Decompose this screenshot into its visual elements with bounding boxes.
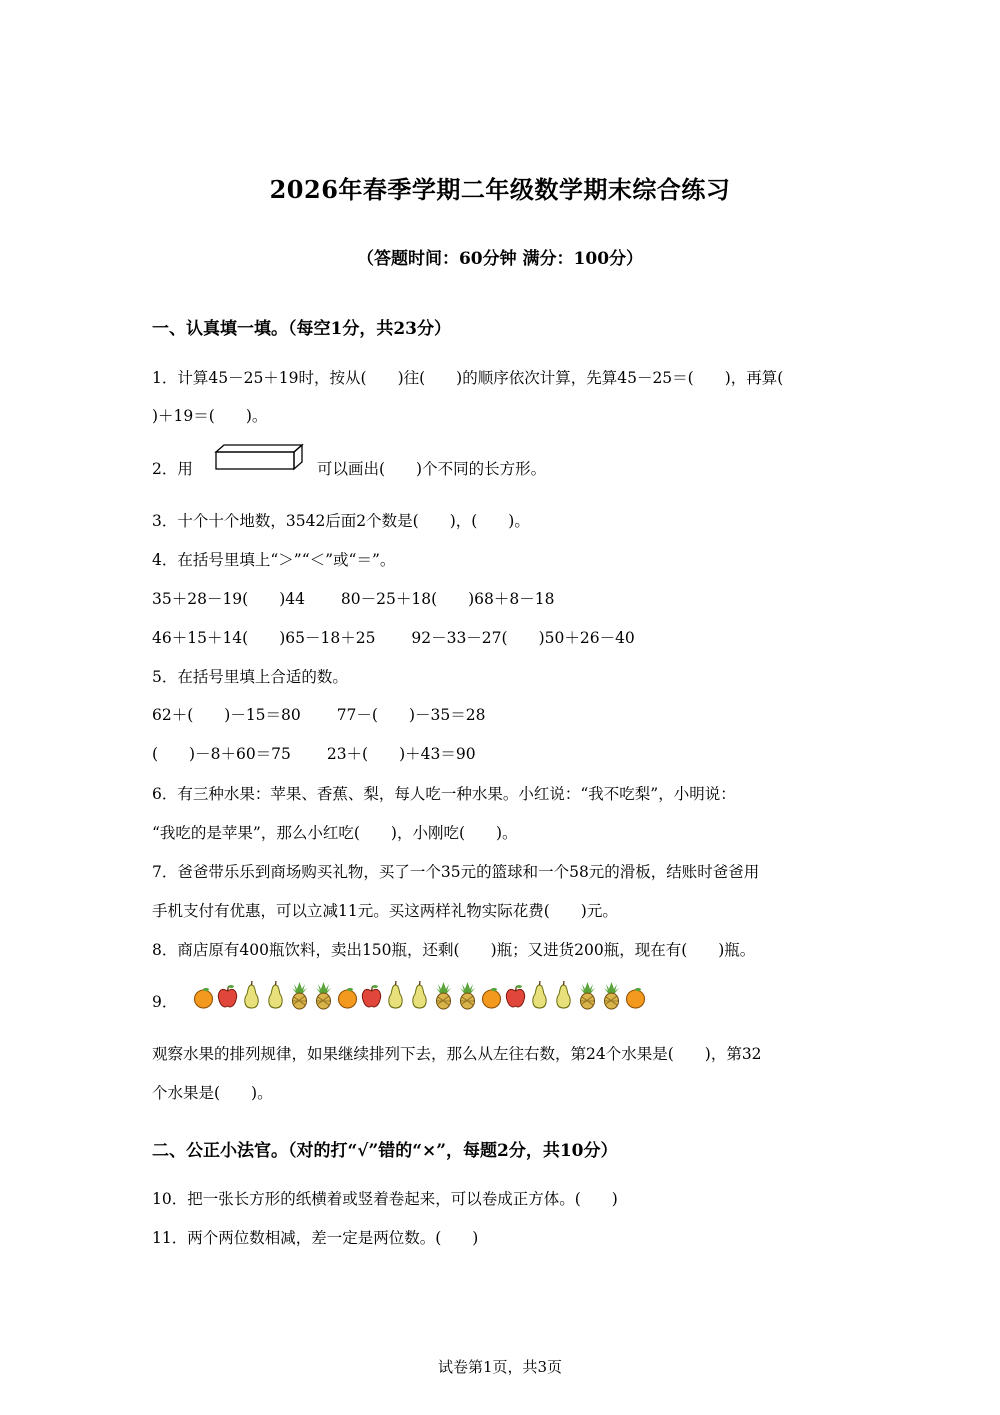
- question-9-line-1: 观察水果的排列规律，如果继续排列下去，那么从左往右数，第24个水果是( )，第32: [152, 1045, 762, 1063]
- question-4-instruction: 4．在括号里填上“＞”“＜”或“＝”。: [152, 551, 396, 569]
- pineapple-icon: [312, 980, 335, 1010]
- page-footer: 试卷第1页，共3页: [437, 1358, 563, 1376]
- question-5-instruction: 5．在括号里填上合适的数。: [152, 668, 348, 686]
- question-1-line-1: 1．计算45－25＋19时，按从( )往( )的顺序依次计算，先算45－25＝( )，再算(: [152, 369, 784, 387]
- question-4-row-1: 35＋28－19( )44 80－25＋18( )68＋8－18: [152, 590, 555, 608]
- page-title: 2026年春季学期二年级数学期末综合练习: [269, 175, 731, 204]
- question-8: 8．商店原有400瓶饮料，卖出150瓶，还剩( )瓶；又进货200瓶，现在有( )瓶。: [152, 941, 756, 959]
- pineapple-icon: [576, 980, 599, 1010]
- pear-icon: [264, 980, 287, 1010]
- question-2-prefix: 2．用: [152, 460, 193, 478]
- question-1-line-2: )＋19＝( )。: [152, 407, 268, 425]
- apple-icon: [216, 980, 239, 1010]
- question-4-row-2: 46＋15＋14( )65－18＋25 92－33－27( )50＋26－40: [152, 629, 635, 647]
- question-5-row-1: 62＋( )－15＝80 77－( )－35＝28: [152, 706, 486, 724]
- question-6-line-1: 6．有三种水果：苹果、香蕉、梨，每人吃一种水果。小红说：“我不吃梨”，小明说：: [152, 785, 736, 803]
- question-7-line-2: 手机支付有优惠，可以立减11元。买这两样礼物实际花费( )元。: [152, 902, 618, 920]
- question-9-label: 9．: [152, 993, 178, 1011]
- question-11: 11．两个两位数相减，差一定是两位数。( ): [152, 1229, 479, 1247]
- question-5-row-2: ( )－8＋60＝75 23＋( )＋43＝90: [152, 745, 476, 763]
- pineapple-icon: [600, 980, 623, 1010]
- fruit-sequence: [192, 976, 648, 1010]
- orange-icon: [336, 980, 359, 1010]
- apple-icon: [504, 980, 527, 1010]
- question-9-line-2: 个水果是( )。: [152, 1084, 273, 1102]
- orange-icon: [624, 980, 647, 1010]
- pear-icon: [408, 980, 431, 1010]
- page-subtitle: （答题时间：60分钟 满分：100分）: [356, 249, 644, 269]
- orange-icon: [480, 980, 503, 1010]
- orange-icon: [192, 980, 215, 1010]
- section-1-heading: 一、认真填一填。（每空1分，共23分）: [152, 319, 451, 339]
- question-10: 10．把一张长方形的纸横着或竖着卷起来，可以卷成正方体。( ): [152, 1190, 618, 1208]
- pear-icon: [384, 980, 407, 1010]
- apple-icon: [360, 980, 383, 1010]
- question-6-line-2: “我吃的是苹果”，那么小红吃( )，小刚吃( )。: [152, 824, 518, 842]
- pineapple-icon: [432, 980, 455, 1010]
- section-2-heading: 二、公正小法官。（对的打“√”错的“×”，每题2分，共10分）: [152, 1141, 618, 1161]
- pear-icon: [552, 980, 575, 1010]
- pineapple-icon: [456, 980, 479, 1010]
- pear-icon: [240, 980, 263, 1010]
- question-2-suffix: 可以画出( )个不同的长方形。: [317, 460, 547, 478]
- pineapple-icon: [288, 980, 311, 1010]
- pear-icon: [528, 980, 551, 1010]
- question-3: 3．十个十个地数，3542后面2个数是( )，( )。: [152, 512, 530, 530]
- question-7-line-1: 7．爸爸带乐乐到商场购买礼物，买了一个35元的篮球和一个58元的滑板，结账时爸爸用: [152, 863, 760, 881]
- cuboid-box-icon: [214, 443, 304, 471]
